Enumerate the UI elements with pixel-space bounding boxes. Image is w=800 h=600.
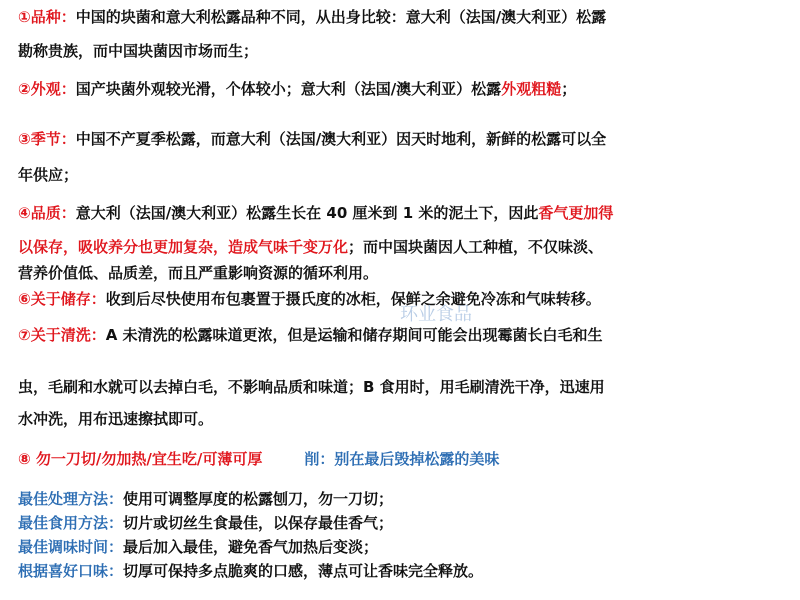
section-quality-line3 [18,262,782,284]
section-label: ③季节： [18,130,76,148]
section-quality-line2 [18,236,782,258]
section-label: ②外观： [18,80,76,98]
section-label: ④品质： [18,204,76,222]
tip-label: 最佳处理方法： [18,490,124,508]
section-text: A 未清洗的松露味道更浓，但是运输和储存期间可能会出现霉菌长白毛和生 [105,326,603,344]
section-variety-line1 [18,6,782,28]
section-text: 收到后尽快使用布包裹置于摄氏度的冰柜，保鲜之余避免冷冻和气味转移。 [105,290,601,308]
section-appearance [18,78,782,100]
section-cleaning-line3 [18,408,782,430]
section-text: 勘称贵族，而中国块菌因市场而生； [18,42,259,60]
section-cleaning-line2 [18,376,782,398]
tip-label: 最佳调味时间： [18,538,124,556]
tip-item [18,512,782,534]
tip-text: 最后加入最佳，避免香气加热后变淡； [123,538,379,556]
tip-label: 根据喜好口味： [18,562,124,580]
highlight-text: 香气更加得 [538,204,614,222]
section-subtitle: 削：别在最后毁掉松露的美味 [304,450,500,468]
tip-item [18,536,782,558]
section-cutting [18,448,782,470]
highlight-text: 以保存，吸收养分也更加复杂，造成气味千变万化 [18,238,349,256]
tip-label: 最佳食用方法： [18,514,124,532]
section-quality-line1 [18,202,782,224]
section-label: ①品种： [18,8,76,26]
section-text: 水冲洗，用布迅速擦拭即可。 [18,410,214,428]
section-label: ⑥关于储存： [18,290,106,308]
tip-item [18,560,782,582]
section-text: 中国不产夏季松露，而意大利（法国/澳大利亚）因天时地利，新鲜的松露可以全 [75,130,607,148]
section-text: 年供应； [18,166,79,184]
tip-text: 使用可调整厚度的松露刨刀，勿一刀切； [123,490,394,508]
section-cleaning-line1 [18,324,782,346]
section-text: 国产块菌外观较光滑，个体较小；意大利（法国/澳大利亚）松露 [75,80,502,98]
section-text: 虫，毛刷和水就可以去掉白毛，不影响品质和味道；B 食用时，用毛刷清洗干净，迅速用 [18,378,605,396]
section-season-line1 [18,128,782,150]
section-text: ；而中国块菌因人工种植，不仅味淡、 [348,238,604,256]
section-text: 中国的块菌和意大利松露品种不同，从出身比较：意大利（法国/澳大利亚）松露 [75,8,607,26]
section-label: ⑦关于清洗： [18,326,106,344]
section-season-line2 [18,164,782,186]
highlight-text: 外观粗糙 [501,80,562,98]
watermark-text: 环业食品 [400,304,472,325]
tip-text: 切片或切丝生食最佳，以保存最佳香气； [123,514,394,532]
section-label: ⑧ 勿一刀切/勿加热/宜生吃/可薄可厚 [18,450,263,468]
section-variety-line2 [18,40,782,62]
section-text: 营养价值低、品质差，而且严重影响资源的循环利用。 [18,264,379,282]
section-text: ； [561,80,577,98]
tip-item [18,488,782,510]
tip-text: 切厚可保持多点脆爽的口感，薄点可让香味完全释放。 [123,562,484,580]
section-text: 意大利（法国/澳大利亚）松露生长在 40 厘米到 1 米的泥土下，因此 [75,204,539,222]
